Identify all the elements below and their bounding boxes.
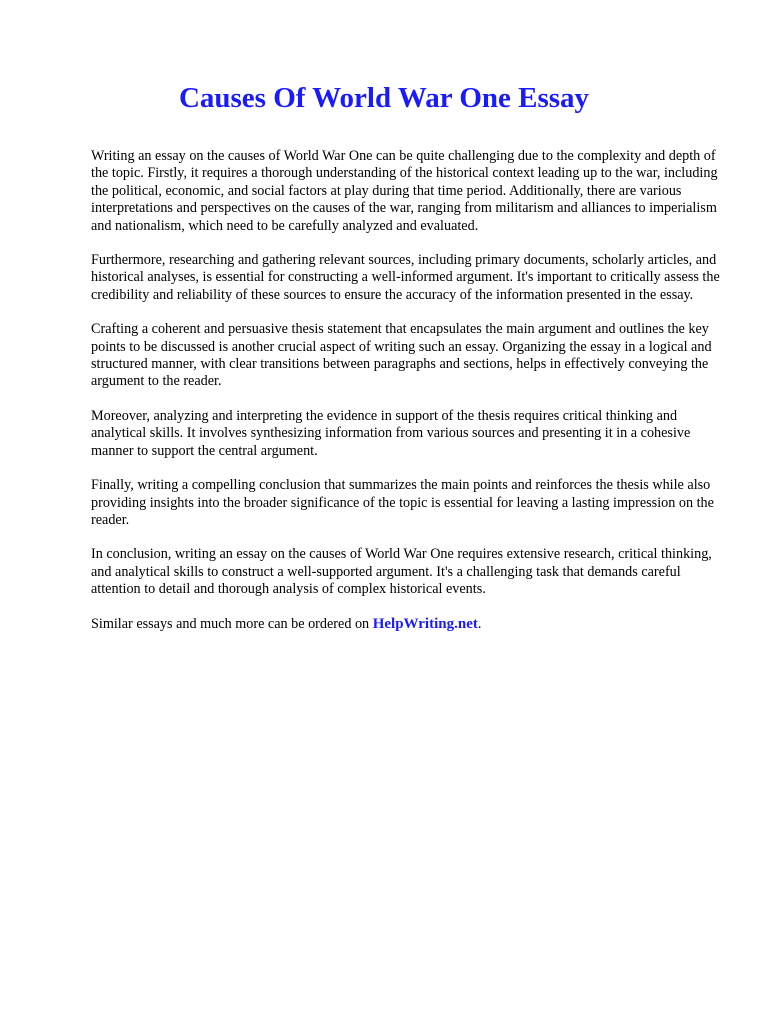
paragraph-6: In conclusion, writing an essay on the causes of World War One requires extensive research, critical thinking, and analytical skills to construct a well-supported argument. It's a challenging task that demands careful attention to detail and thorough analysis of complex historical events. bbox=[91, 546, 712, 598]
paragraph-4: Moreover, analyzing and interpreting the evidence in support of the thesis requires critical thinking and analytical skills. It involves synthesizing information from various sources and presenting it in a cohesive manner to support the central argument. bbox=[91, 407, 691, 459]
closing-line bbox=[91, 616, 733, 633]
closing-prefix: Similar essays and much more can be ordered on bbox=[91, 615, 373, 632]
helpwriting-link[interactable]: HelpWriting.net bbox=[372, 615, 478, 632]
paragraph-2: Furthermore, researching and gathering relevant sources, including primary documents, scholarly articles, and historical analyses, is essential for constructing a well-informed argument. It's important to critically assess the credibility and reliability of these sources to ensure the accuracy of the information presented in the essay. bbox=[91, 252, 720, 303]
closing-suffix: . bbox=[477, 615, 482, 632]
essay-body bbox=[91, 148, 733, 650]
paragraph-1: Writing an essay on the causes of World War One can be quite challenging due to the complexity and depth of the topic. Firstly, it requires a thorough understanding of the historical context leading up to the war, including the political, economic, and social factors at play during that time period. Additionally, there are various interpretations and perspectives on the causes of the war, ranging from militarism and alliances to imperialism and nationalism, which need to be carefully analyzed and evaluated. bbox=[91, 148, 718, 234]
paragraph-5: Finally, writing a compelling conclusion that summarizes the main points and reinforces the thesis while also providing insights into the broader significance of the topic is essential for leaving a lasting impression on the reader. bbox=[91, 477, 714, 528]
page-title: Causes Of World War One Essay bbox=[178, 82, 590, 114]
paragraph-3: Crafting a coherent and persuasive thesis statement that encapsulates the main argument and outlines the key points to be discussed is another crucial aspect of writing such an essay. Organizing the essay in a logical and structured manner, with clear transitions between paragraphs and sections, helps in effectively conveying the argument to the reader. bbox=[91, 321, 712, 390]
